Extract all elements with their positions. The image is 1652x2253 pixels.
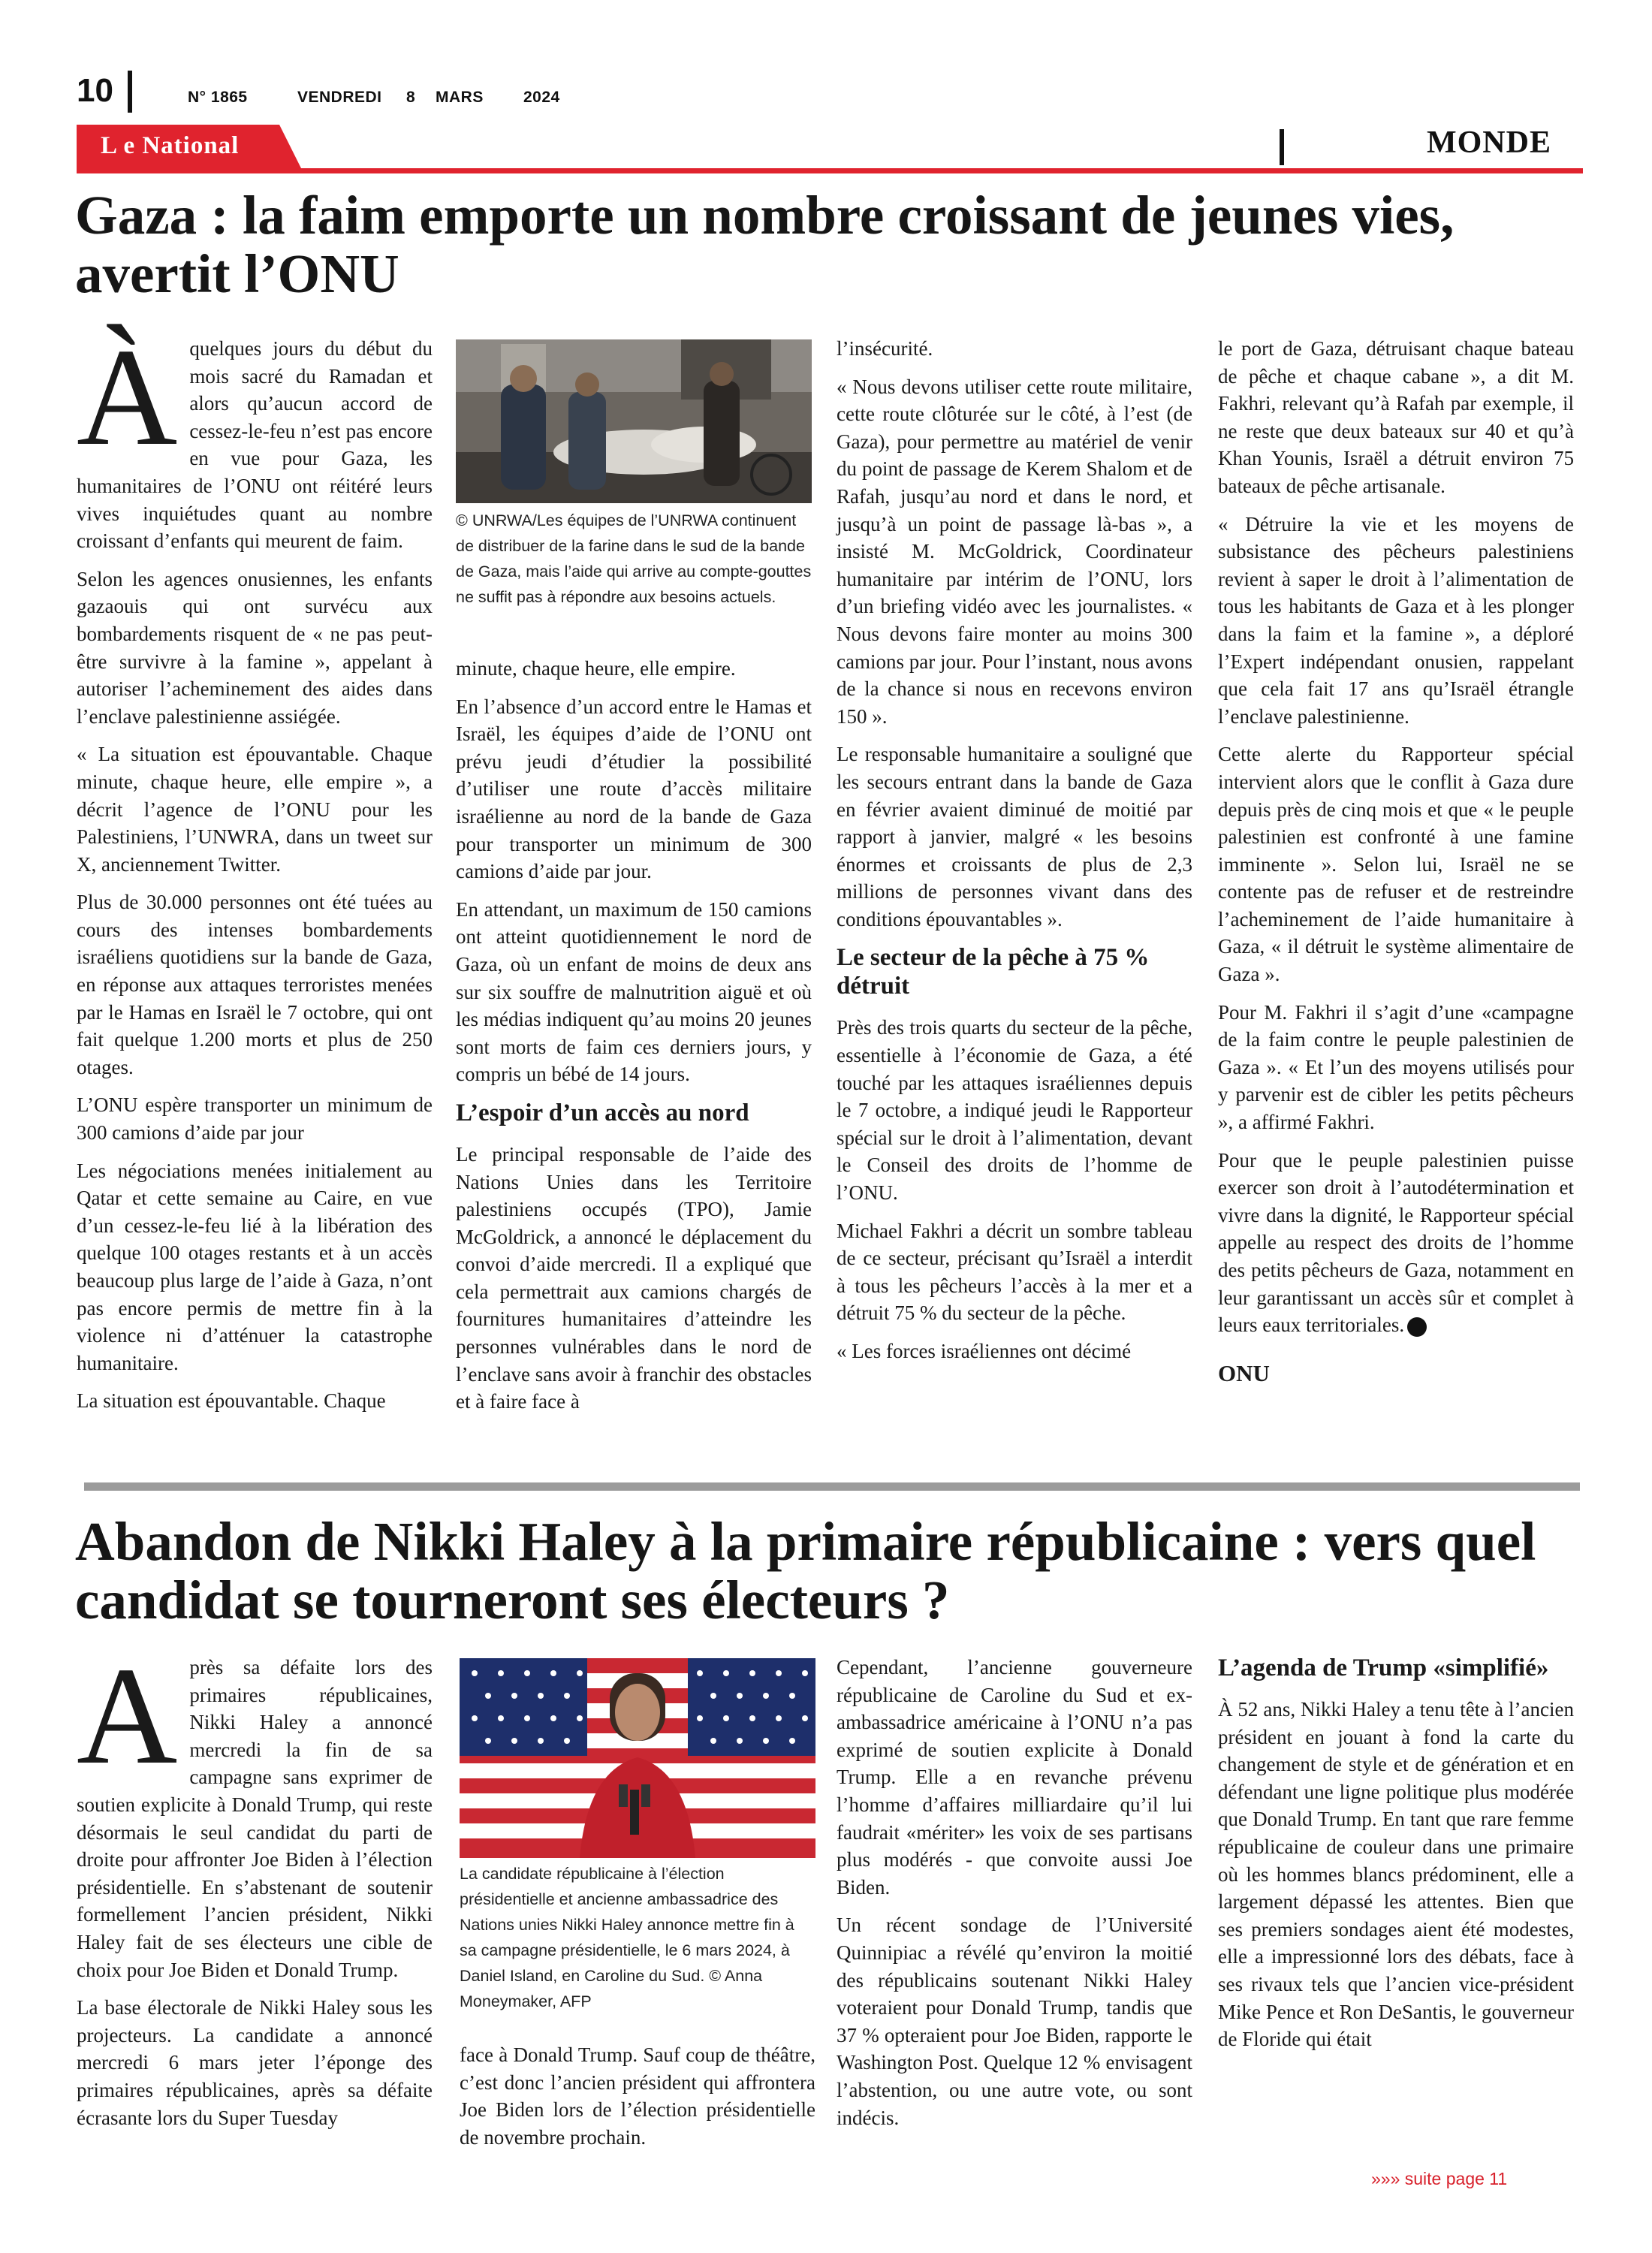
article1-paragraph: « Détruire la vie et les moyens de subsistance des pêcheurs palestiniens revient à saper le droit à l’alimentation de tous les habitants de Gaza et à les plonger dans la faim et la famine », a déploré l’Expert indépendant onusien, rappelant que cela fait 17 ans qu’Israël étrangle l’enclave palestinienne.: [1218, 512, 1574, 728]
article1-subheading: Le secteur de la pêche à 75 % détruit: [837, 944, 1150, 1000]
article1-photo: [456, 339, 812, 503]
rubric-label: L e National: [101, 132, 240, 159]
page-number: 10: [77, 72, 113, 109]
issue-year: 2024: [523, 89, 560, 106]
article2-paragraph: La base électorale de Nikki Haley sous les projecteurs. La candidate a annoncé mercredi 6 mars jeter l’éponge des primaires républicaines, après sa défaite écrasante lors du Super Tuesday: [77, 1996, 433, 2129]
article1-paragraph: Le principal responsable de l’aide des Nations Unies dans les Territoire palestiniens occupés (TPO), Jamie McGoldrick, a annoncé le déplacement du convoi d’aide mercredi. Il a expliqué que cela permettrait aux camions chargés de fournitures humanitaires d’atteindre les personnes vulnérables dans le nord de l’enclave sans avoir à franchir des obstacles et à faire face à: [456, 1142, 812, 1413]
article1-paragraph: En attendant, un maximum de 150 camions ont atteint quotidiennement le nord de Gaza, où un enfant de moins de deux ans sur six souffre de malnutrition aiguë et où les médias indiquent qu’au moins 20 jeunes sont morts de faim ces derniers jours, y compris un bébé de 14 jours.: [456, 897, 812, 1086]
article1-column-4: [1218, 335, 1574, 1398]
article2-paragraph: Un récent sondage de l’Université Quinnipiac a révélé qu’environ la moitié des républicains soutenant Nikki Haley voteraient pour Donald Trump, tandis que 37 % opteraient pour Joe Biden, rapporte le Washington Post. Quelque 12 % envisagent l’abstention, ou une autre vote, ou sont indécis.: [837, 1914, 1192, 2129]
article2-paragraph: Cependant, l’ancienne gouverneure républicaine de Caroline du Sud et ex-ambassadrice américaine à l’ONU n’a pas exprimé de soutien explicite à Donald Trump. Elle a en revanche prévenu l’homme d’affaires milliardaire qu’il lui faudrait «mériter» les voix de ses partisans plus modérés - que convoite aussi Joe Biden.: [837, 1656, 1192, 1899]
article2-paragraph: À 52 ans, Nikki Haley a tenu tête à l’ancien président en jouant à fond la carte du changement de style et de génération et en défendant une ligne politique plus modérée que Donald Trump. En tant que rare femme républicaine de couleur dans une primaire où les hommes blancs prédominent, elle a largement dépassé les attentes. Bien que ses premiers sondages aient été modestes, elle a impressionné lors des débats, face à ses rivaux tels que l’ancien vice-président Mike Pence et Ron DeSantis, le gouverneur de Floride qui était: [1218, 1698, 1574, 2051]
article-divider: [84, 1482, 1580, 1491]
article1-paragraph: « La situation est épouvantable. Chaque minute, chaque heure, elle empire », a décrit l’agence de l’ONU pour les Palestiniens, l’UNWRA, dans un tweet sur X, anciennement Twitter.: [77, 743, 433, 876]
article1-signature: ONU: [1218, 1359, 1270, 1386]
article1-paragraph: quelques jours du début du mois sacré du Ramadan et alors qu’aucun accord de cessez-le-feu n’est pas encore en vue pour Gaza, les humanitaires de l’ONU ont réitéré leurs vives inquiétudes quant au nombre croissant d’enfants qui meurent de faim.: [77, 337, 433, 553]
article1-paragraph: L’ONU espère transporter un minimum de 300 camions d’aide par jour: [77, 1093, 433, 1145]
article1-headline: Gaza : la faim emporte un nombre croissant de jeunes vies, avertit l’ONU: [75, 185, 1455, 304]
article1-paragraph: La situation est épouvantable. Chaque: [77, 1389, 386, 1413]
issue-weekday: VENDREDI: [297, 89, 382, 106]
article-end-mark-icon: [1407, 1317, 1427, 1337]
section-divider: [1280, 129, 1284, 165]
article1-paragraph: En l’absence d’un accord entre le Hamas et Israël, les équipes d’aide de l’ONU ont prévu jeudi d’étudier la possibilité d’utiliser une route d’accès militaire israélienne au nord de la bande de Gaza pour transporter un minimum de 300 camions d’aide par jour.: [456, 695, 812, 883]
article2-column-2: [460, 2041, 815, 2161]
article2-paragraph: face à Donald Trump. Sauf coup de théâtre, c’est donc l’ancien président qui affrontera Joe Biden lors de l’élection présidentielle de novembre prochain.: [460, 2043, 815, 2149]
header-rule: [77, 168, 1583, 173]
article1-photo-caption: © UNRWA/Les équipes de l’UNRWA continuent de distribuer de la farine dans le sud de la bande de Gaza, mais l’aide qui arrive au compte-gouttes ne suffit pas à répondre aux besoins actuels.: [456, 511, 812, 606]
page-number-divider: [128, 71, 132, 113]
issue-month: MARS: [436, 89, 484, 106]
article1-dropcap: À: [77, 320, 178, 475]
article1-column-2: [456, 655, 812, 1426]
article1-paragraph: Selon les agences onusiennes, les enfants gazaouis qui ont survécu aux bombardements risquent de « ne pas peut-être survivre à la famine », appelant à autoriser l’acheminement des aides dans l’enclave palestinienne assiégée.: [77, 567, 433, 728]
article2-subheading: L’agenda de Trump «simplifié»: [1218, 1654, 1549, 1681]
article1-paragraph: Pour que le peuple palestinien puisse exercer son droit à l’autodétermination et vivre dans la dignité, le Rapporteur spécial appelle au respect des droits de l’homme des petits pêcheurs de Gaza, notamment en leur garantissant un accès sûr et complet à leurs eaux territoriales.: [1218, 1148, 1574, 1337]
article1-paragraph: Près des trois quarts du secteur de la pêche, essentielle à l’économie de Gaza, a été touché par les attaques israéliennes depuis le 7 octobre, a indiqué jeudi le Rapporteur spécial sur le droit à l’alimentation, devant le Conseil des droits de l’homme de l’ONU.: [837, 1016, 1192, 1205]
article1-column-1: [77, 320, 433, 1425]
article1-paragraph: le port de Gaza, détruisant chaque bateau de pêche et chaque cabane », a dit M. Fakhri, relevant qu’à Rafah par exemple, il ne reste que deux bateaux sur 40 et qu’à Khan Younis, Israël a détruit environ 75 bateaux de pêche artisanale.: [1218, 337, 1574, 497]
article2-column-1: [77, 1639, 433, 2142]
article2-headline: Abandon de Nikki Haley à la primaire républicaine : vers quel candidat se tourneront ses électeurs ?: [75, 1511, 1536, 1630]
article1-paragraph: Plus de 30.000 personnes ont été tuées au cours des intenses bombardements israéliens quotidiens sur la bande de Gaza, en réponse aux attaques terroristes menées par le Hamas en Israël le 7 octobre, qui ont fait quelque 1.200 morts et plus de 250 otages.: [77, 891, 433, 1078]
article2-photo: [460, 1658, 815, 1858]
section-label: MONDE: [1427, 125, 1551, 160]
article1-paragraph: Le responsable humanitaire a souligné que les secours entrant dans la bande de Gaza en février avaient diminué de moitié par rapport à janvier, malgré « les besoins énormes et croissants de plus de 2,3 millions de personnes vivant dans des conditions épouvantables ».: [837, 743, 1192, 930]
article1-paragraph: « Les forces israéliennes ont décimé: [837, 1340, 1132, 1362]
article2-column-3: [837, 1654, 1192, 2142]
article1-column-3: [837, 335, 1192, 1376]
article2-paragraph: près sa défaite lors des primaires républicaines, Nikki Haley a annoncé mercredi la fin de sa campagne sans exprimer de soutien explicite à Donald Trump, qui reste désormais le seul candidat du parti de droite pour affronter Joe Biden à l’élection présidentielle. En s’abstenant de soutenir formellement l’ancien président, Nikki Haley fait de ses électeurs une cible de choix pour Joe Biden et Donald Trump.: [77, 1656, 433, 1981]
article2-column-4: [1218, 1654, 1574, 2064]
article1-paragraph: l’insécurité.: [837, 337, 933, 360]
article1-paragraph: Cette alerte du Rapporteur spécial intervient alors que le conflit à Gaza dure depuis près de cinq mois et que « le peuple palestinien est confronté à une famine imminente ». Selon lui, Israël ne se contente pas de refuser et de restreindre l’acheminement de l’aide humanitaire à Gaza, « il détruit le système alimentaire de Gaza ».: [1218, 743, 1574, 986]
article2-dropcap: A: [77, 1639, 178, 1793]
article1-paragraph: minute, chaque heure, elle empire.: [456, 657, 736, 680]
issue-number: N° 1865: [188, 89, 248, 106]
article1-paragraph: « Nous devons utiliser cette route militaire, cette route clôturée sur le côté, à l’est (de Gaza), pour permettre au matériel de venir du point de passage de Kerem Shalom et de Rafah, jusqu’au nord et dans le nord, et jusqu’à un point de passage là-bas », a insisté M. McGoldrick, Coordinateur humanitaire par intérim de l’ONU, lors d’un briefing vidéo avec les journalistes. « Nous devons faire monter au moins 300 camions par jour. Pour l’instant, nous avons de la chance si nous en recevons environ 150 ».: [837, 375, 1192, 728]
continued-on-page-link[interactable]: »»» suite page 11: [1371, 2169, 1508, 2188]
article1-paragraph: Les négociations menées initialement au Qatar et cette semaine au Caire, en vue d’un cessez-le-feu lié à la libération des quelque 100 otages restants et à un accès beaucoup plus large de l’aide à Gaza, n’ont pas encore permis de mettre fin à la violence ni d’atténuer la catastrophe humanitaire.: [77, 1159, 433, 1374]
article1-paragraph: Michael Fakhri a décrit un sombre tableau de ce secteur, précisant qu’Israël a interdit à tous les pêcheurs l’accès à la mer et a détruit 75 % du secteur de la pêche.: [837, 1219, 1192, 1325]
issue-day: 8: [406, 89, 416, 106]
article1-subheading: L’espoir d’un accès au nord: [456, 1099, 749, 1126]
article2-photo-caption: La candidate républicaine à l’élection présidentielle et ancienne ambassadrice des Nations unies Nikki Haley annonce mettre fin à sa campagne présidentielle, le 6 mars 2024, à Daniel Island, en Caroline du Sud. © Anna Moneymaker, AFP: [460, 1865, 794, 2010]
article1-paragraph: Pour M. Fakhri il s’agit d’une «campagne de la faim contre le peuple palestinien de Gaza ». « Et l’un des moyens utilisés pour y parvenir est de cibler les petits pêcheurs », a affirmé Fakhri.: [1218, 1000, 1574, 1134]
